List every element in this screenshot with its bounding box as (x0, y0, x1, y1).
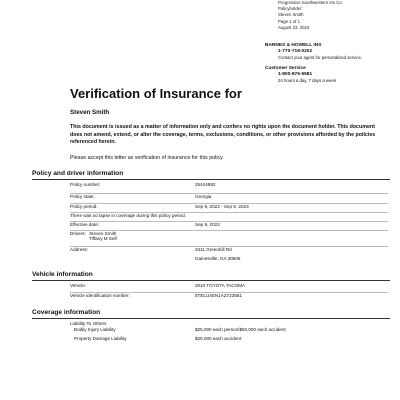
effective-date-label: Effective date: (70, 222, 100, 227)
vehicle-section-rule (32, 280, 390, 281)
bodily-injury-value: $25,000 each person/$50,000 each accident (195, 327, 286, 332)
coverage-section-title: Coverage information (32, 309, 101, 316)
insured-name: Steven Smith (70, 109, 110, 116)
document-date: August 23, 2023 (278, 24, 310, 30)
address-line-1: 3411 Greenhill Rd (195, 247, 232, 252)
customer-service-phone: 1-800-876-5581 (278, 71, 313, 77)
acceptance-text: Please accept this letter as verification of insurance for this policy. (70, 155, 224, 161)
page-number: Page 1 of 1 (278, 18, 300, 24)
policy-section-rule (32, 179, 390, 180)
policy-state-row (70, 193, 388, 199)
agency-name: BARNES & HOWELL INS (265, 43, 322, 48)
vin-row (70, 292, 388, 298)
property-damage-label: Property Damage Liability (74, 336, 127, 341)
effective-date-row (70, 221, 388, 227)
customer-service-label: Customer Service (265, 65, 306, 71)
policy-period-value: Sep 9, 2022 - Sep 9, 2023 (195, 204, 249, 209)
agency-phone: 1-770-718-0202 (278, 49, 313, 55)
drivers-label-text: Drivers: (70, 231, 86, 236)
document-header (278, 0, 398, 31)
lapse-note: There was no lapse in coverage during this policy period. (70, 213, 186, 218)
agency-note: Contact your agent for personalized service. (278, 55, 363, 61)
driver-name: Steven Smith (89, 231, 117, 236)
policy-period-row (70, 203, 388, 209)
disclaimer-text: This document is issued as a matter of information only and confers no rights upon the document holder. This document does not amend, extend, or alter the coverage, terms, exclusions, conditions, or other provisions afforded by the policies referenced herein. (70, 124, 376, 146)
document-title: Verification of Insurance for (70, 86, 242, 101)
lapse-note-row (70, 212, 388, 218)
agency-block (265, 43, 399, 84)
policy-period-label: Policy period: (70, 204, 98, 209)
vehicle-label: Vehicle: (70, 283, 87, 288)
vin-value: 5TELU4EN1AZ723581 (195, 293, 242, 298)
policy-section-title: Policy and driver information (32, 170, 124, 177)
driver-name: Tiffany M Self (89, 236, 117, 241)
policy-number-value: 25444892 (195, 182, 216, 187)
vehicle-value: 2010 TOYOTA TACOMA (195, 283, 246, 288)
drivers-row (70, 230, 388, 236)
coverage-section-rule (32, 318, 390, 319)
policyholder-name: Steven Smith (278, 12, 304, 18)
effective-date-value: Sep 9, 2022 (195, 222, 220, 227)
policy-state-value: Georgia (195, 194, 212, 199)
customer-service-hours: 24 hours a day, 7 days a week (278, 78, 336, 84)
carrier-name: Progressive Southwestern Ins Co (278, 0, 342, 5)
policy-number-label: Policy number: (70, 182, 101, 187)
address-line-2: Gainesville, GA 30506 (195, 256, 241, 261)
address-label: Address: (70, 247, 89, 252)
liability-label: Liability To Others (70, 321, 107, 326)
property-damage-value: $25,000 each accident (195, 336, 242, 341)
bodily-injury-label: Bodily Injury Liability (74, 327, 116, 332)
policy-state-label: Policy state: (70, 194, 95, 199)
address-row (70, 246, 388, 252)
vehicle-section-title: Vehicle information (32, 271, 93, 278)
policyholder-label: Policyholder: (278, 6, 303, 12)
vin-label: Vehicle identification number: (70, 293, 130, 298)
